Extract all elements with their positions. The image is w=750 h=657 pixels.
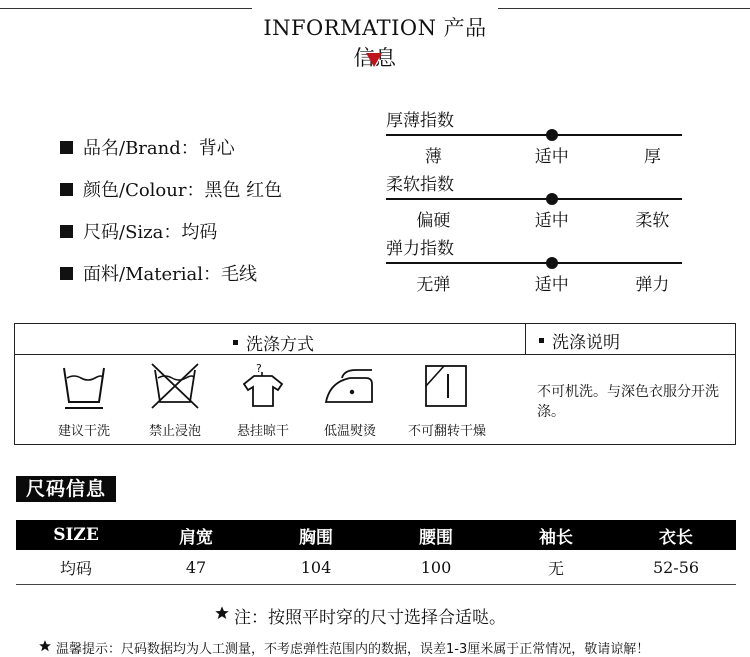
table-header-cell: 衣长 [659, 527, 693, 548]
index-title: 弹力指数 [386, 239, 454, 259]
index-scale [386, 198, 682, 200]
measurement-tip [38, 638, 649, 657]
wash-icon-label: 不可翻转干燥 [407, 424, 486, 439]
low-iron-icon [322, 362, 378, 410]
section-title: INFORMATION 产品信息 [263, 16, 487, 70]
square-bullet-icon [60, 141, 73, 154]
index-title: 柔软指数 [386, 175, 454, 195]
washing-description: 不可机洗。与深色衣服分开洗涤。 [537, 384, 719, 420]
index-option: 柔软 [635, 211, 670, 231]
size-table [16, 520, 736, 585]
wash-icon-item [130, 362, 220, 439]
hand-wash-icon [59, 362, 109, 410]
square-bullet-icon [60, 183, 73, 196]
washing-desc-heading [539, 328, 620, 353]
thickness-index [386, 110, 682, 166]
square-bullet-icon [60, 267, 73, 280]
index-option: 薄 [424, 147, 442, 167]
index-option: 偏硬 [416, 211, 451, 231]
table-cell: 无 [547, 558, 564, 578]
table-cell: 均码 [59, 558, 92, 578]
divider [15, 354, 735, 355]
index-title: 厚薄指数 [386, 111, 454, 131]
washing-box [14, 323, 736, 445]
index-marker [546, 193, 558, 205]
washing-method-title: 洗涤方式 [246, 335, 314, 355]
washing-method-heading [233, 330, 314, 355]
square-bullet-icon [539, 338, 544, 343]
down-triangle-icon [366, 53, 382, 67]
size-section-title: 尺码信息 [16, 476, 116, 502]
info-material [60, 260, 257, 286]
index-option: 适中 [534, 211, 569, 231]
size-note [214, 603, 506, 628]
wash-icon-item [402, 362, 492, 439]
table-cell: 52-56 [652, 557, 700, 577]
square-bullet-icon [60, 225, 73, 238]
svg-text:?: ? [256, 362, 262, 375]
star-icon [214, 605, 230, 626]
info-size-text: 尺码/Siza：均码 [83, 222, 218, 243]
table-header-cell: SIZE [53, 525, 99, 545]
wash-icon-label: 禁止浸泡 [148, 424, 201, 439]
info-material-text: 面料/Material：毛线 [83, 264, 257, 285]
wash-icon-label: 悬挂晾干 [236, 424, 289, 439]
header-line-left [0, 8, 252, 9]
info-colour-text: 颜色/Colour：黑色 红色 [83, 180, 283, 201]
index-option: 厚 [643, 147, 661, 167]
washing-desc-title: 洗涤说明 [552, 333, 620, 353]
index-marker [546, 129, 558, 141]
table-header-row [16, 520, 736, 550]
header-line-right [498, 8, 750, 9]
divider [525, 324, 526, 354]
elasticity-index [386, 238, 682, 294]
info-size [60, 218, 217, 244]
square-bullet-icon [233, 340, 238, 345]
table-cell: 100 [420, 557, 452, 577]
wash-icon-item [305, 362, 395, 439]
measurement-tip-text: 温馨提示：尺码数据均为人工测量，不考虑弹性范围内的数据，误差1-3厘米属于正常情况，敬请谅解！ [56, 642, 650, 657]
star-icon [38, 639, 52, 657]
table-header-cell: 腰围 [419, 527, 453, 548]
index-option: 适中 [534, 275, 569, 295]
table-row [16, 550, 736, 585]
index-option: 无弹 [416, 275, 451, 295]
index-scale [386, 134, 682, 136]
table-cell: 47 [185, 557, 207, 577]
index-option: 弹力 [635, 275, 670, 295]
wash-icon-label: 低温熨烫 [323, 424, 376, 439]
size-note-text: 注：按照平时穿的尺寸选择合适哒。 [234, 608, 506, 628]
info-colour [60, 176, 282, 202]
info-brand-text: 品名/Brand：背心 [83, 138, 235, 159]
table-header-cell: 胸围 [299, 527, 333, 548]
wash-icon-label: 建议干洗 [57, 424, 110, 439]
no-soak-icon [150, 362, 200, 410]
wash-icon-item [39, 362, 129, 439]
softness-index [386, 174, 682, 230]
index-scale [386, 262, 682, 264]
wash-icon-item [218, 362, 308, 439]
table-header-cell: 肩宽 [179, 527, 213, 548]
table-cell: 104 [300, 557, 332, 577]
index-marker [546, 257, 558, 269]
hang-dry-icon [238, 362, 288, 410]
no-tumble-dry-icon [422, 362, 472, 410]
index-option: 适中 [534, 147, 569, 167]
table-header-cell: 袖长 [539, 527, 573, 548]
info-brand [60, 134, 235, 160]
